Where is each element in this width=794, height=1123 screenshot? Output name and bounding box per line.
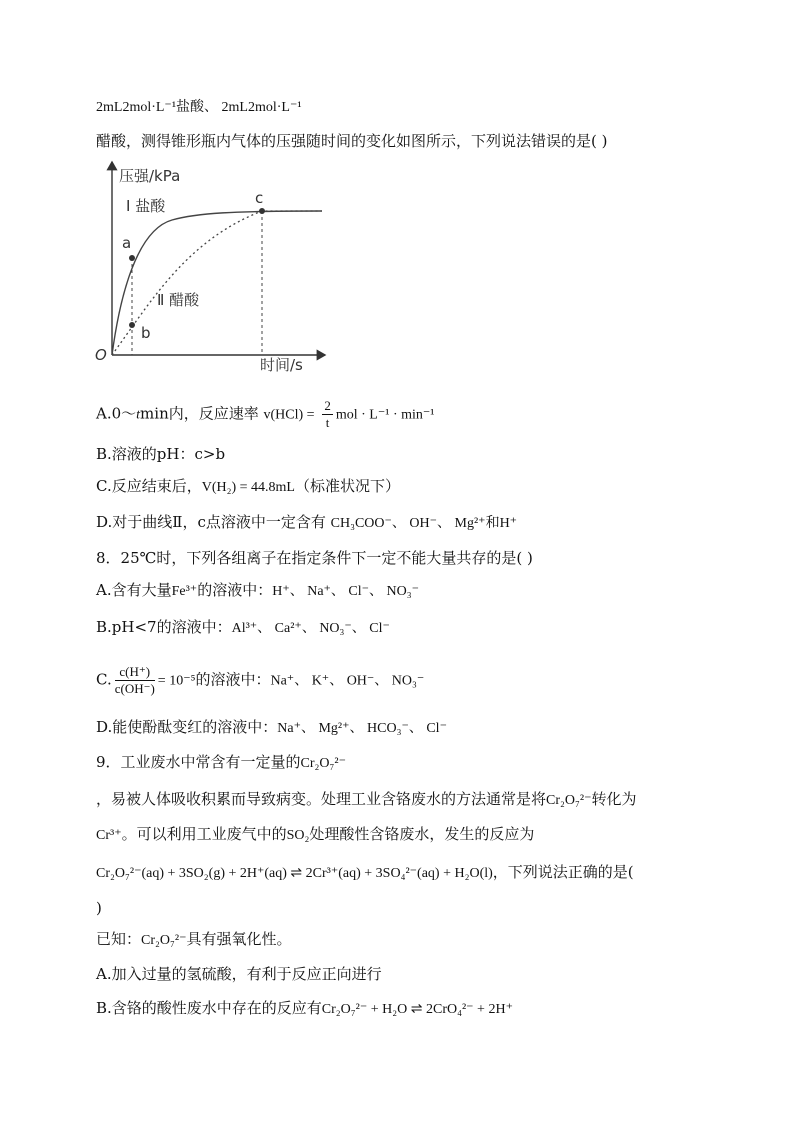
point-a-marker bbox=[129, 255, 135, 261]
q8c-ions: Na⁺、 K⁺、 OH⁻、 NO₃⁻ bbox=[270, 673, 425, 689]
q7-option-c: C.反应结束后，V(H₂) = 44.8mL（标准状况下） bbox=[96, 477, 400, 495]
q7c-formula: V(H₂) = 44.8mL bbox=[201, 480, 295, 495]
point-a-label: a bbox=[122, 234, 132, 252]
curve-2-label: Ⅱ 醋酸 bbox=[157, 291, 200, 309]
q8d-ions: Na⁺、 Mg²⁺、 HCO₃⁻、 Cl⁻ bbox=[277, 721, 447, 736]
q7a-t: t bbox=[136, 407, 141, 423]
q9-known: 已知：Cr₂O₇²⁻具有强氧化性。 bbox=[96, 930, 292, 948]
q9-line-2: ，易被人体吸收积累而导致病变。处理工业含铬废水的方法通常是将Cr₂O₇²⁻转化为 bbox=[96, 790, 637, 808]
q8-option-b: B.pH<7的溶液中：Al³⁺、 Ca²⁺、 NO₃⁻、 Cl⁻ bbox=[96, 618, 390, 636]
q7a-prefix: A.0～ bbox=[96, 404, 137, 423]
origin-label: O bbox=[95, 346, 107, 364]
q9-option-a: A.加入过量的氢硫酸，有利于反应正向进行 bbox=[96, 965, 382, 983]
curve-1-label: Ⅰ 盐酸 bbox=[126, 197, 166, 215]
q8b-ions: Al³⁺、 Ca²⁺、 NO₃⁻、 Cl⁻ bbox=[231, 621, 390, 636]
point-c-marker bbox=[259, 208, 265, 214]
q7-option-d: D.对于曲线Ⅱ，c点溶液中一定含有 CH₃COO⁻、 OH⁻、 Mg²⁺和H⁺ bbox=[96, 513, 518, 531]
q8-option-a: A.含有大量Fe³⁺的溶液中：H⁺、 Na⁺、 Cl⁻、 NO₃⁻ bbox=[96, 581, 420, 599]
q7a-unit: mol · L⁻¹ · min⁻¹ bbox=[335, 407, 435, 423]
q7-option-a bbox=[96, 398, 434, 431]
question-9-stem: 9．工业废水中常含有一定量的Cr₂O₇²⁻ bbox=[96, 753, 347, 771]
q7-option-b: B.溶液的pH：c>b bbox=[96, 445, 226, 463]
reagents-line: 2mL2mol·L⁻¹盐酸、 2mL2mol·L⁻¹ bbox=[96, 100, 302, 115]
q9b-equation: Cr₂O₇²⁻ + H₂O ⇌ 2CrO₄²⁻ + 2H⁺ bbox=[321, 1002, 513, 1017]
q9-line-3: Cr³⁺。可以利用工业废气中的SO₂处理酸性含铬废水，发生的反应为 bbox=[96, 825, 535, 843]
q7a-fraction: $\frac{2}{t}$ bbox=[324, 398, 331, 430]
x-axis-label: 时间/s bbox=[260, 356, 303, 374]
q9-close-paren: ) bbox=[96, 899, 102, 917]
question-8-stem: 8．25℃时，下列各组离子在指定条件下一定不能大量共存的是( ) bbox=[96, 549, 533, 567]
q7a-rate: v(HCl) = bbox=[263, 407, 315, 423]
q9-option-b: B.含铬的酸性废水中存在的反应有Cr₂O₇²⁻ + H₂O ⇌ 2CrO₄²⁻ + 2H⁺ bbox=[96, 999, 513, 1017]
pressure-time-chart bbox=[92, 160, 332, 375]
q9-equation: Cr₂O₇²⁻(aq) + 3SO₂(g) + 2H⁺(aq) ⇌ 2Cr³⁺(aq) + 3SO₄²⁻(aq) + H₂O(l) bbox=[96, 866, 493, 881]
q8-option-c: C. $\frac{c(H^+)}{c(OH^-)}$ = 10⁻⁵的溶液中：Na⁺、 K⁺、 OH⁻、 NO₃⁻ bbox=[96, 664, 425, 696]
point-b-label: b bbox=[141, 324, 151, 342]
q8c-fraction: $\frac{c(H^+)}{c(OH^-)}$ bbox=[114, 664, 155, 696]
question-7-stem: 醋酸，测得锥形瓶内气体的压强随时间的变化如图所示，下列说法错误的是( ) bbox=[96, 132, 608, 150]
point-c-label: c bbox=[255, 189, 264, 207]
q8a-ions: H⁺、 Na⁺、 Cl⁻、 NO₃⁻ bbox=[272, 584, 420, 599]
y-axis-label: 压强/kPa bbox=[119, 167, 181, 185]
q7d-ions: CH₃COO⁻、 OH⁻、 Mg²⁺和H⁺ bbox=[330, 516, 518, 531]
q7a-mid: min内，反应速率 bbox=[140, 404, 259, 423]
q8-option-d: D.能使酚酞变红的溶液中：Na⁺、 Mg²⁺、 HCO₃⁻、 Cl⁻ bbox=[96, 718, 447, 736]
q9-equation-line: Cr₂O₇²⁻(aq) + 3SO₂(g) + 2H⁺(aq) ⇌ 2Cr³⁺(aq) + 3SO₄²⁻(aq) + H₂O(l)，下列说法正确的是( bbox=[96, 863, 634, 881]
point-b-marker bbox=[129, 322, 135, 328]
